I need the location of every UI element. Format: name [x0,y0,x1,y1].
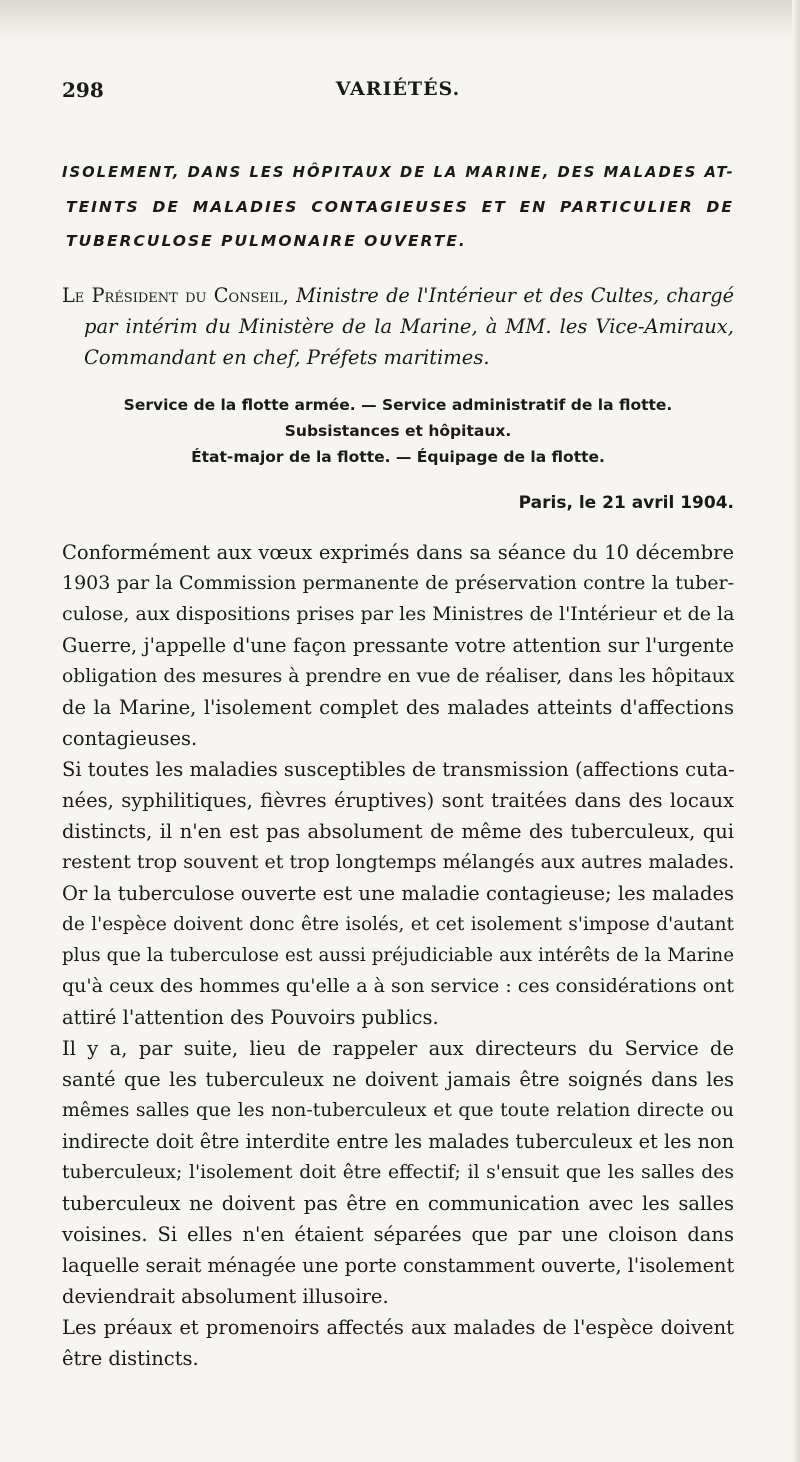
page-number: 298 [62,78,104,102]
text-line: voisines. Si elles n'en étaient séparées que par une cloison dans [62,1223,734,1246]
text-line: santé que les tuberculeux ne doivent jamais être soignés dans les [62,1068,734,1091]
page-top-shadow [0,0,800,38]
salutation-line-3: Commandant en chef, Préfets maritimes. [84,346,490,369]
body-text [62,537,734,1374]
text-line: Les préaux et promenoirs affectés aux malades de l'espèce doivent [62,1316,734,1339]
text-line: Or la tuberculose ouverte est une maladie contagieuse; les malades [62,882,734,905]
title-line-1: ISOLEMENT, DANS LES HÔPITAUX DE LA MARINE, DES MALADES AT- [62,164,735,181]
services-line-3: État-major de la flotte. — Équipage de la flotte. [191,448,605,466]
page-right-shadow [792,0,800,1462]
sender-title: Ministre de l'Intérieur et des Cultes, chargé [296,284,734,307]
text-line: distincts, il n'en est pas absolument de même des tuberculeux, qui [62,820,734,843]
salutation-line-2: par intérim du Ministère de la Marine, à MM. les Vice-Amiraux, [84,315,734,338]
salutation [62,280,734,373]
text-line: Il y a, par suite, lieu de rappeler aux directeurs du Service de [62,1037,734,1060]
dateline: Paris, le 21 avril 1904. [518,493,734,513]
text-line: tuberculeux; l'isolement doit être effectif; il s'ensuit que les salles des [62,1162,734,1183]
text-line: 1903 par la Commission permanente de préservation contre la tuber- [62,572,734,594]
text-line: tuberculeux ne doivent pas être en communication avec les salles [62,1192,734,1215]
title-line-3: TUBERCULOSE PULMONAIRE OUVERTE. [66,232,467,250]
paragraph-3 [62,1033,734,1312]
text-line: Guerre, j'appelle d'une façon pressante votre attention sur l'urgente [62,634,734,657]
text-line: de la Marine, l'isolement complet des malades atteints d'affections [62,696,734,719]
paragraph-4 [62,1312,734,1374]
title-line-2: TEINTS DE MALADIES CONTAGIEUSES ET EN PARTICULIER DE [66,198,734,216]
text-line: Si toutes les maladies susceptibles de transmission (affections cuta- [62,758,735,781]
article-title [62,156,734,258]
text-line: qu'à ceux des hommes qu'elle a à son service : ces considérations ont [62,975,734,997]
running-title: VARIÉTÉS. [335,78,461,100]
services-list [62,392,734,470]
text-line: laquelle serait ménagée une porte constamment ouverte, l'isolement [62,1254,735,1277]
services-line-2: Subsistances et hôpitaux. [284,422,512,440]
text-line: mêmes salles que les non-tuberculeux et que toute relation directe ou [62,1100,734,1121]
salutation-line-1 [62,280,734,311]
sender: Le Président du Conseil, [62,284,289,307]
text-line: indirecte doit être interdite entre les malades tuberculeux et les non [62,1130,734,1153]
text-line: culose, aux dispositions prises par les Ministres de l'Intérieur et de la [62,603,735,625]
text-line: obligation des mesures à prendre en vue de réaliser, dans les hôpitaux [62,666,735,687]
text-line: deviendrait absolument illusoire. [62,1285,389,1308]
text-line: contagieuses. [62,727,198,750]
text-line: de l'espèce doivent donc être isolés, et cet isolement s'impose d'autant [62,914,734,935]
text-line: plus que la tuberculose est aussi préjudiciable aux intérêts de la Marine [62,945,734,966]
text-line: Conformément aux vœux exprimés dans sa séance du 10 décembre [62,541,734,564]
running-head [62,78,734,108]
text-line: nées, syphilitiques, fièvres éruptives) sont traitées dans des locaux [62,789,734,812]
text-line: être distincts. [62,1347,199,1370]
paragraph-2 [62,754,734,1033]
text-line: restent trop souvent et trop longtemps mélangés aux autres malades. [62,851,735,873]
services-line-1: Service de la flotte armée. — Service administratif de la flotte. [123,396,673,414]
text-line: attiré l'attention des Pouvoirs publics. [62,1006,439,1029]
paragraph-1 [62,537,734,754]
